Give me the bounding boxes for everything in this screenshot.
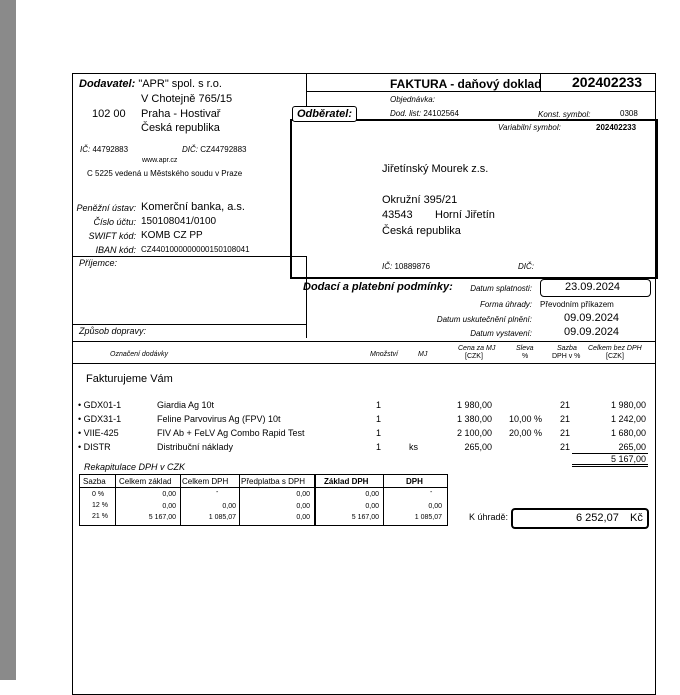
recipient-label: Příjemce: [79, 258, 118, 268]
supplier-label: Dodavatel: [79, 78, 136, 90]
recap-title: Rekapitulace DPH v CZK [84, 462, 186, 472]
recap-h-dph2: DPH [406, 477, 423, 486]
taxable-label: Datum uskutečnění plnění: [436, 315, 532, 324]
viewer-sidebar [0, 0, 16, 680]
iban-code: CZ4401000000000150108041 [141, 245, 250, 254]
item-desc: Distribuční náklady [157, 442, 234, 452]
item-vat: 21 [560, 414, 571, 424]
customer-box [290, 119, 658, 279]
transport-label: Způsob dopravy: [79, 326, 147, 336]
item-qty: 1 [376, 442, 382, 452]
const-symbol: 0308 [620, 109, 638, 118]
col-unit: MJ [418, 351, 428, 358]
due-date-box [540, 279, 651, 297]
recap-h-predplatba: Předplatba s DPH [241, 477, 306, 486]
col-discount: Sleva [516, 345, 534, 352]
item-vat: 21 [560, 428, 571, 438]
customer-zip: 43543 [382, 209, 413, 221]
recap-cell: 5 167,00 [148, 514, 176, 521]
item-qty: 1 [376, 428, 382, 438]
recap-cell: 0,00 [296, 514, 310, 521]
item-price: 2 100,00 [456, 428, 492, 438]
item-desc: Giardia Ag 10t [157, 400, 215, 410]
bank-name: Komerční banka, a.s. [141, 201, 245, 213]
recap-cell: 0,00 [428, 503, 442, 510]
bank-label: Peněžní ústav: [76, 203, 136, 213]
item-desc: FIV Ab + FeLV Ag Combo Rapid Test [157, 428, 305, 438]
recap-cell: - [216, 489, 219, 496]
item-desc: Feline Parvovirus Ag (FPV) 10t [157, 414, 281, 424]
recap-h-zaklad-dph: Základ DPH [324, 477, 369, 486]
iban-label: IBAN kód: [95, 245, 136, 255]
col-item: Označení dodávky [110, 351, 168, 358]
invoice-title: FAKTURA - daňový doklad [390, 77, 542, 91]
recap-rate: 12 % [92, 502, 108, 509]
items-intro: Fakturujeme Vám [86, 373, 173, 385]
supplier-street: V Chotejně 765/15 [141, 93, 233, 105]
const-symbol-label: Konst. symbol: [538, 110, 591, 119]
item-price: 1 380,00 [456, 414, 492, 424]
payment-method: Převodním příkazem [540, 300, 614, 309]
supplier-country: Česká republika [141, 122, 220, 134]
supplier-zip: 102 00 [92, 108, 126, 120]
recap-cell: - [430, 489, 433, 496]
invoice-number: 202402233 [572, 74, 643, 90]
customer-street: Okružní 395/21 [382, 194, 458, 206]
item-qty: 1 [376, 400, 382, 410]
item-code: GDX01-1 [83, 400, 122, 410]
supplier-ic: 44792883 [92, 145, 129, 154]
recap-rate: 21 % [92, 513, 108, 520]
col-total: Celkem bez DPH [588, 345, 642, 352]
total-value: 6 252,07 [576, 512, 619, 524]
col-price: Cena za MJ [458, 345, 496, 352]
supplier-ic-label: IČ: [80, 145, 91, 154]
recap-cell: 0,00 [365, 503, 379, 510]
recap-h-dph: Celkem DPH [182, 477, 229, 486]
items-sum: 5 167,00 [610, 454, 646, 464]
item-code: VIIE-425 [83, 428, 119, 438]
customer-name: Jiřetínský Mourek z.s. [382, 163, 489, 175]
recap-cell: 1 085,07 [414, 514, 442, 521]
item-vat: 21 [560, 400, 571, 410]
recap-cell: 5 167,00 [351, 514, 379, 521]
var-symbol-label: Variabilní symbol: [498, 123, 561, 132]
supplier-dic-label: DIČ: [182, 145, 198, 154]
recap-h-sazba: Sazba [83, 477, 106, 486]
customer-dic-label: DIČ: [518, 262, 534, 271]
terms-title: Dodací a platební podmínky: [303, 281, 453, 293]
customer-ic: 10889876 [394, 262, 431, 271]
account-label: Číslo účtu: [93, 217, 136, 227]
supplier-city: Praha - Hostivař [141, 108, 221, 120]
delivery-note-label: Dod. list: [390, 109, 422, 118]
order-label: Objednávka: [390, 95, 435, 104]
customer-city: Horní Jiřetín [435, 209, 495, 221]
item-discount: 10,00 % [509, 414, 543, 424]
item-price: 265,00 [464, 442, 492, 452]
due-date: 23.09.2024 [565, 281, 621, 293]
customer-ic-label: IČ: [382, 262, 393, 271]
invoice-page: Dodavatel: "APR" spol. s r.o. V Chotejně 765/15 102 00 Praha - Hostivař Česká republika IČ: 44792883 DIČ: CZ44792883 www.apr.cz C 5225 vedená u Městského soudu v Praze Peněžní ústav: Komerční banka, a.s. Číslo účtu: 150108041/0100 SWIFT kód: KOMB CZ PP IBAN kód: CZ4401000000000150108041 Příjemce: Způsob dopravy: FAKTURA - daňový doklad 202402233 Objednávka: Dod. list: 24102564 Konst. symbol: 0308 Variabilní symbol: 202402233 Odběratel: Jiřetínský Mourek z.s. Okružní 395/21 43543 Horní Jiřetín Česká republika IČ: 10889876 DIČ: Dodací a platební podmínky: Datum splatnosti: 23.09.2024 Forma úhrady: Převodním příkazem Datum uskutečnění plnění: 09.09.2024 Datum vystavení: 09.09.2024 Označení dodávky Množství MJ Cena za MJ [CZK] Sleva % Sazba DPH v % Celkem bez DPH [CZK] Fakturujeme Vám • GDX01-1 Giardia Ag 10t 1 1 980,00 21 1 980,00 • GDX31-1 Feline Parvovirus Ag (FPV) 10t 1 1 380,00 10,00 % 21 1 242,00 • VIIE-425 FIV Ab + FeLV Ag Combo Rapid Test 1 2 100,00 20,00 % 21 1 680,00 • DISTR Distribuční náklady 1 ks 265,00 21 265,00 5 167,00 Rekapitulace DPH v CZK Sazba Celkem základ Celkem DPH Předplatba s DPH Základ DPH DPH 0 % 0,00 - 0,00 0,00 - 12 % 0,00 0,00 0,00 0,00 0,00 21 % 5 167,00 1 085,07 0,00 5 167,00 1 085,07 K úhradě: 6 252,07 Kč [16, 0, 680, 680]
item-code: GDX31-1 [83, 414, 122, 424]
supplier-web: www.apr.cz [142, 157, 178, 164]
due-label: Datum splatnosti: [470, 284, 532, 293]
item-price: 1 980,00 [456, 400, 492, 410]
item-total: 1 242,00 [610, 414, 646, 424]
item-total: 265,00 [618, 442, 646, 452]
recap-cell: 0,00 [365, 491, 379, 498]
recap-cell: 0,00 [296, 503, 310, 510]
total-label: K úhradě: [469, 512, 509, 522]
item-unit: ks [409, 442, 418, 452]
total-currency: Kč [630, 512, 643, 524]
supplier-dic: CZ44792883 [200, 145, 247, 154]
delivery-note: 24102564 [423, 109, 459, 118]
recap-rate: 0 % [92, 491, 105, 498]
recap-h-zaklad: Celkem základ [119, 477, 172, 486]
taxable-date: 09.09.2024 [564, 312, 620, 324]
item-total: 1 980,00 [610, 400, 646, 410]
item-total: 1 680,00 [610, 428, 646, 438]
account-number: 150108041/0100 [141, 216, 217, 227]
col-vat: Sazba [557, 345, 577, 352]
issued-label: Datum vystavení: [470, 329, 532, 338]
customer-country: Česká republika [382, 225, 461, 237]
col-discount-unit: % [522, 353, 529, 360]
col-total-cur: [CZK] [606, 353, 624, 360]
item-code: DISTR [83, 442, 111, 452]
col-vat-unit: DPH v % [552, 353, 581, 360]
customer-label: Odběratel: [292, 106, 357, 122]
payment-label: Forma úhrady: [479, 300, 532, 309]
recap-cell: 0,00 [162, 491, 176, 498]
col-qty: Množství [370, 351, 399, 358]
item-discount: 20,00 % [509, 428, 543, 438]
recap-cell: 1 085,07 [208, 514, 236, 521]
item-vat: 21 [560, 442, 571, 452]
issued-date: 09.09.2024 [564, 326, 620, 338]
recap-cell: 0,00 [162, 503, 176, 510]
supplier-name: "APR" spol. s r.o. [138, 78, 222, 90]
swift-label: SWIFT kód: [88, 231, 136, 241]
supplier-registry: C 5225 vedená u Městského soudu v Praze [87, 169, 243, 178]
item-qty: 1 [376, 414, 382, 424]
recap-cell: 0,00 [296, 491, 310, 498]
var-symbol: 202402233 [596, 123, 637, 132]
swift-code: KOMB CZ PP [141, 230, 203, 241]
recap-cell: 0,00 [222, 503, 236, 510]
col-price-cur: [CZK] [465, 353, 483, 360]
total-box [511, 508, 649, 529]
